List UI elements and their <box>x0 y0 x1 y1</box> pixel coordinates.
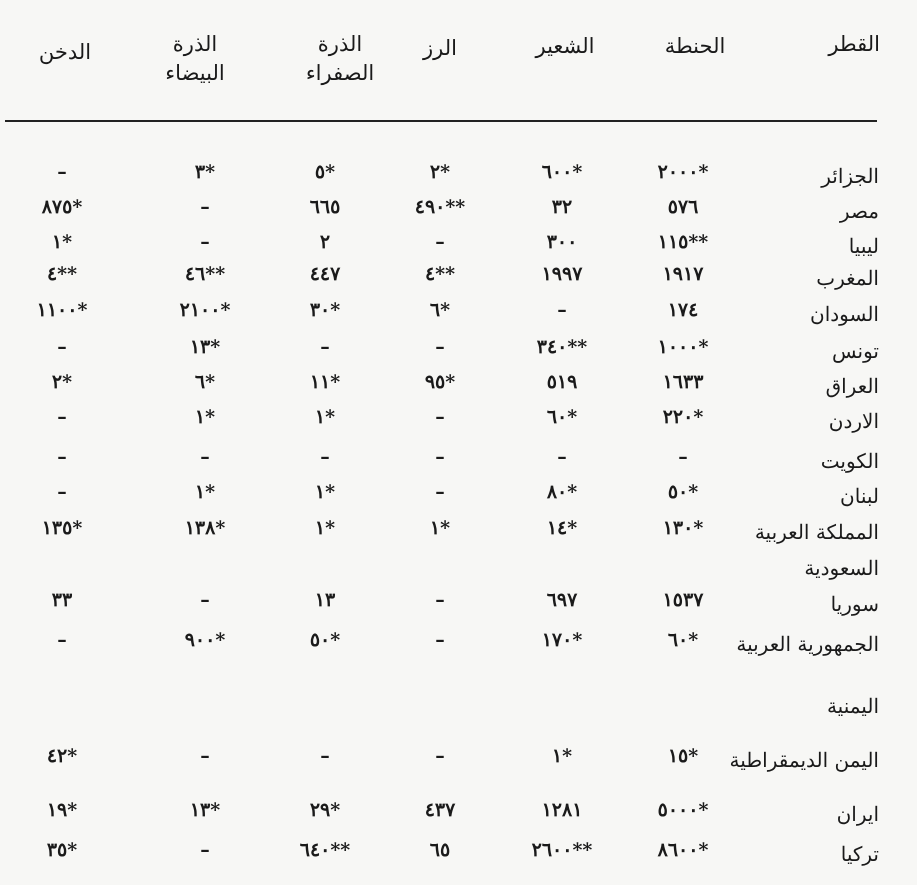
barley-cell: ١٢٨١ <box>541 799 583 821</box>
header-sorghum-line1: الذرة <box>172 32 218 56</box>
header-millet <box>20 38 110 67</box>
wheat-cell: ١٠٠٠* <box>657 336 709 358</box>
country-cell: ايران <box>836 802 879 826</box>
wheat-cell: ٨٦٠٠* <box>657 839 709 861</box>
barley-cell: ٣٢ <box>551 196 573 218</box>
header-rice <box>405 34 475 63</box>
wheat-cell: ٢٠٠٠* <box>657 161 709 183</box>
sorghum-cell: ١٣* <box>189 799 221 821</box>
country-cell: الجزائر <box>821 164 879 188</box>
header-barley-label: الشعير <box>535 34 595 58</box>
barley-cell: ١٤* <box>546 517 578 539</box>
barley-cell: ٢٦٠٠** <box>531 839 593 861</box>
wheat-cell: ١٧٤ <box>667 299 699 321</box>
sorghum-cell: – <box>200 446 210 468</box>
country-cell: تونس <box>832 339 879 363</box>
maize-cell: ٦٤٠** <box>299 839 351 861</box>
barley-cell: ١* <box>551 745 573 767</box>
rice-cell: – <box>435 481 445 503</box>
rice-cell: – <box>435 406 445 428</box>
rice-cell: – <box>435 629 445 651</box>
barley-cell: ١٩٩٧ <box>541 263 583 285</box>
rice-cell: – <box>435 589 445 611</box>
wheat-cell: ١٣٠* <box>662 517 704 539</box>
header-wheat-label: الحنطة <box>664 34 726 58</box>
millet-cell: ١٣٥* <box>41 517 83 539</box>
country-cell: المملكة العربية <box>754 520 879 544</box>
millet-cell: ١١٠٠* <box>36 299 88 321</box>
wheat-cell: ١٥* <box>667 745 699 767</box>
rice-cell: ٤٩٠** <box>414 196 466 218</box>
maize-cell: ١* <box>314 481 336 503</box>
country-cell: الجمهورية العربية <box>736 632 879 656</box>
country-cell: السودان <box>810 302 879 326</box>
header-maize-line1: الذرة <box>317 32 363 56</box>
header-millet-label: الدخن <box>38 40 92 64</box>
country-cell: الكويت <box>820 449 879 473</box>
millet-cell: – <box>57 161 67 183</box>
millet-cell: – <box>57 336 67 358</box>
sorghum-cell: – <box>200 196 210 218</box>
header-sorghum-line2: البيضاء <box>165 61 225 85</box>
rice-cell: ٢* <box>429 161 451 183</box>
country-cell: اليمن الديمقراطية <box>729 748 879 772</box>
maize-cell: ١٣ <box>314 589 336 611</box>
sorghum-cell: – <box>200 231 210 253</box>
rice-cell: – <box>435 745 445 767</box>
barley-cell: – <box>557 299 567 321</box>
country-cell: ليبيا <box>848 234 879 258</box>
barley-cell: ٦٠* <box>546 406 578 428</box>
maize-cell: – <box>320 446 330 468</box>
maize-cell: ٢٩* <box>309 799 341 821</box>
sorghum-cell: – <box>200 839 210 861</box>
country-cell: العراق <box>825 374 879 398</box>
maize-cell: ٣٠* <box>309 299 341 321</box>
header-maize <box>290 30 390 88</box>
rice-cell: ٦* <box>429 299 451 321</box>
header-country <box>800 30 880 59</box>
maize-cell: – <box>320 336 330 358</box>
sorghum-cell: ٦* <box>194 371 216 393</box>
sorghum-cell: ١٣٨* <box>184 517 226 539</box>
wheat-cell: – <box>678 446 688 468</box>
rice-cell: – <box>435 336 445 358</box>
barley-cell: ٣٠٠ <box>546 231 578 253</box>
millet-cell: – <box>57 406 67 428</box>
millet-cell: – <box>57 446 67 468</box>
barley-cell: ٥١٩ <box>546 371 578 393</box>
millet-cell: ٤** <box>46 263 78 285</box>
rice-cell: – <box>435 231 445 253</box>
wheat-cell: ٥٠* <box>667 481 699 503</box>
millet-cell: ٣٥* <box>46 839 78 861</box>
maize-cell: ٥٠* <box>309 629 341 651</box>
wheat-cell: ٥٠٠٠* <box>657 799 709 821</box>
sorghum-cell: ١* <box>194 406 216 428</box>
rice-cell: ١* <box>429 517 451 539</box>
millet-cell: ١٩* <box>46 799 78 821</box>
millet-cell: ٣٣ <box>51 589 73 611</box>
sorghum-cell: – <box>200 745 210 767</box>
sorghum-cell: ١٣* <box>189 336 221 358</box>
rice-cell: – <box>435 446 445 468</box>
millet-cell: ٤٢* <box>46 745 78 767</box>
millet-cell: – <box>57 629 67 651</box>
maize-cell: ١* <box>314 517 336 539</box>
maize-cell: – <box>320 745 330 767</box>
country-cell: تركيا <box>840 842 879 866</box>
barley-cell: – <box>557 446 567 468</box>
country-cell: لبنان <box>840 484 879 508</box>
header-barley <box>515 32 615 61</box>
header-wheat <box>650 32 740 61</box>
header-sorghum <box>145 30 245 88</box>
barley-cell: ٣٤٠** <box>536 336 588 358</box>
header-maize-line2: الصفراء <box>305 61 375 85</box>
maize-cell: ١١* <box>309 371 341 393</box>
wheat-cell: ١٩١٧ <box>662 263 704 285</box>
maize-cell: ٤٤٧ <box>309 263 341 285</box>
barley-cell: ٦٠٠* <box>541 161 583 183</box>
country-cell: سوريا <box>830 592 879 616</box>
barley-cell: ٨٠* <box>546 481 578 503</box>
header-country-label: القطر <box>828 32 880 56</box>
rice-cell: ٤٣٧ <box>424 799 456 821</box>
wheat-cell: ١٦٣٣ <box>662 371 704 393</box>
header-rule <box>5 120 877 122</box>
rice-cell: ٤** <box>424 263 456 285</box>
wheat-cell: ٢٢٠* <box>662 406 704 428</box>
wheat-cell: ١٥٣٧ <box>662 589 704 611</box>
wheat-cell: ١١٥** <box>657 231 709 253</box>
country-cell: الاردن <box>828 409 879 433</box>
maize-cell: ٥* <box>314 161 336 183</box>
wheat-cell: ٦٠* <box>667 629 699 651</box>
sorghum-cell: ٢١٠٠* <box>179 299 231 321</box>
country-cell: اليمنية <box>826 694 879 718</box>
sorghum-cell: ٣* <box>194 161 216 183</box>
sorghum-cell: ٩٠٠* <box>184 629 226 651</box>
millet-cell: ١* <box>51 231 73 253</box>
sorghum-cell: ١* <box>194 481 216 503</box>
millet-cell: – <box>57 481 67 503</box>
wheat-cell: ٥٧٦ <box>667 196 699 218</box>
rice-cell: ٦٥ <box>429 839 451 861</box>
sorghum-cell: ٤٦** <box>184 263 226 285</box>
header-rice-label: الرز <box>423 36 457 60</box>
maize-cell: ٢ <box>319 231 331 253</box>
millet-cell: ٨٧٥* <box>41 196 83 218</box>
millet-cell: ٢* <box>51 371 73 393</box>
maize-cell: ١* <box>314 406 336 428</box>
maize-cell: ٦٦٥ <box>309 196 341 218</box>
country-cell: المغرب <box>816 266 879 290</box>
country-cell: مصر <box>839 199 879 223</box>
sorghum-cell: – <box>200 589 210 611</box>
barley-cell: ١٧٠* <box>541 629 583 651</box>
barley-cell: ٦٩٧ <box>546 589 578 611</box>
country-cell: السعودية <box>804 556 879 580</box>
rice-cell: ٩٥* <box>424 371 456 393</box>
